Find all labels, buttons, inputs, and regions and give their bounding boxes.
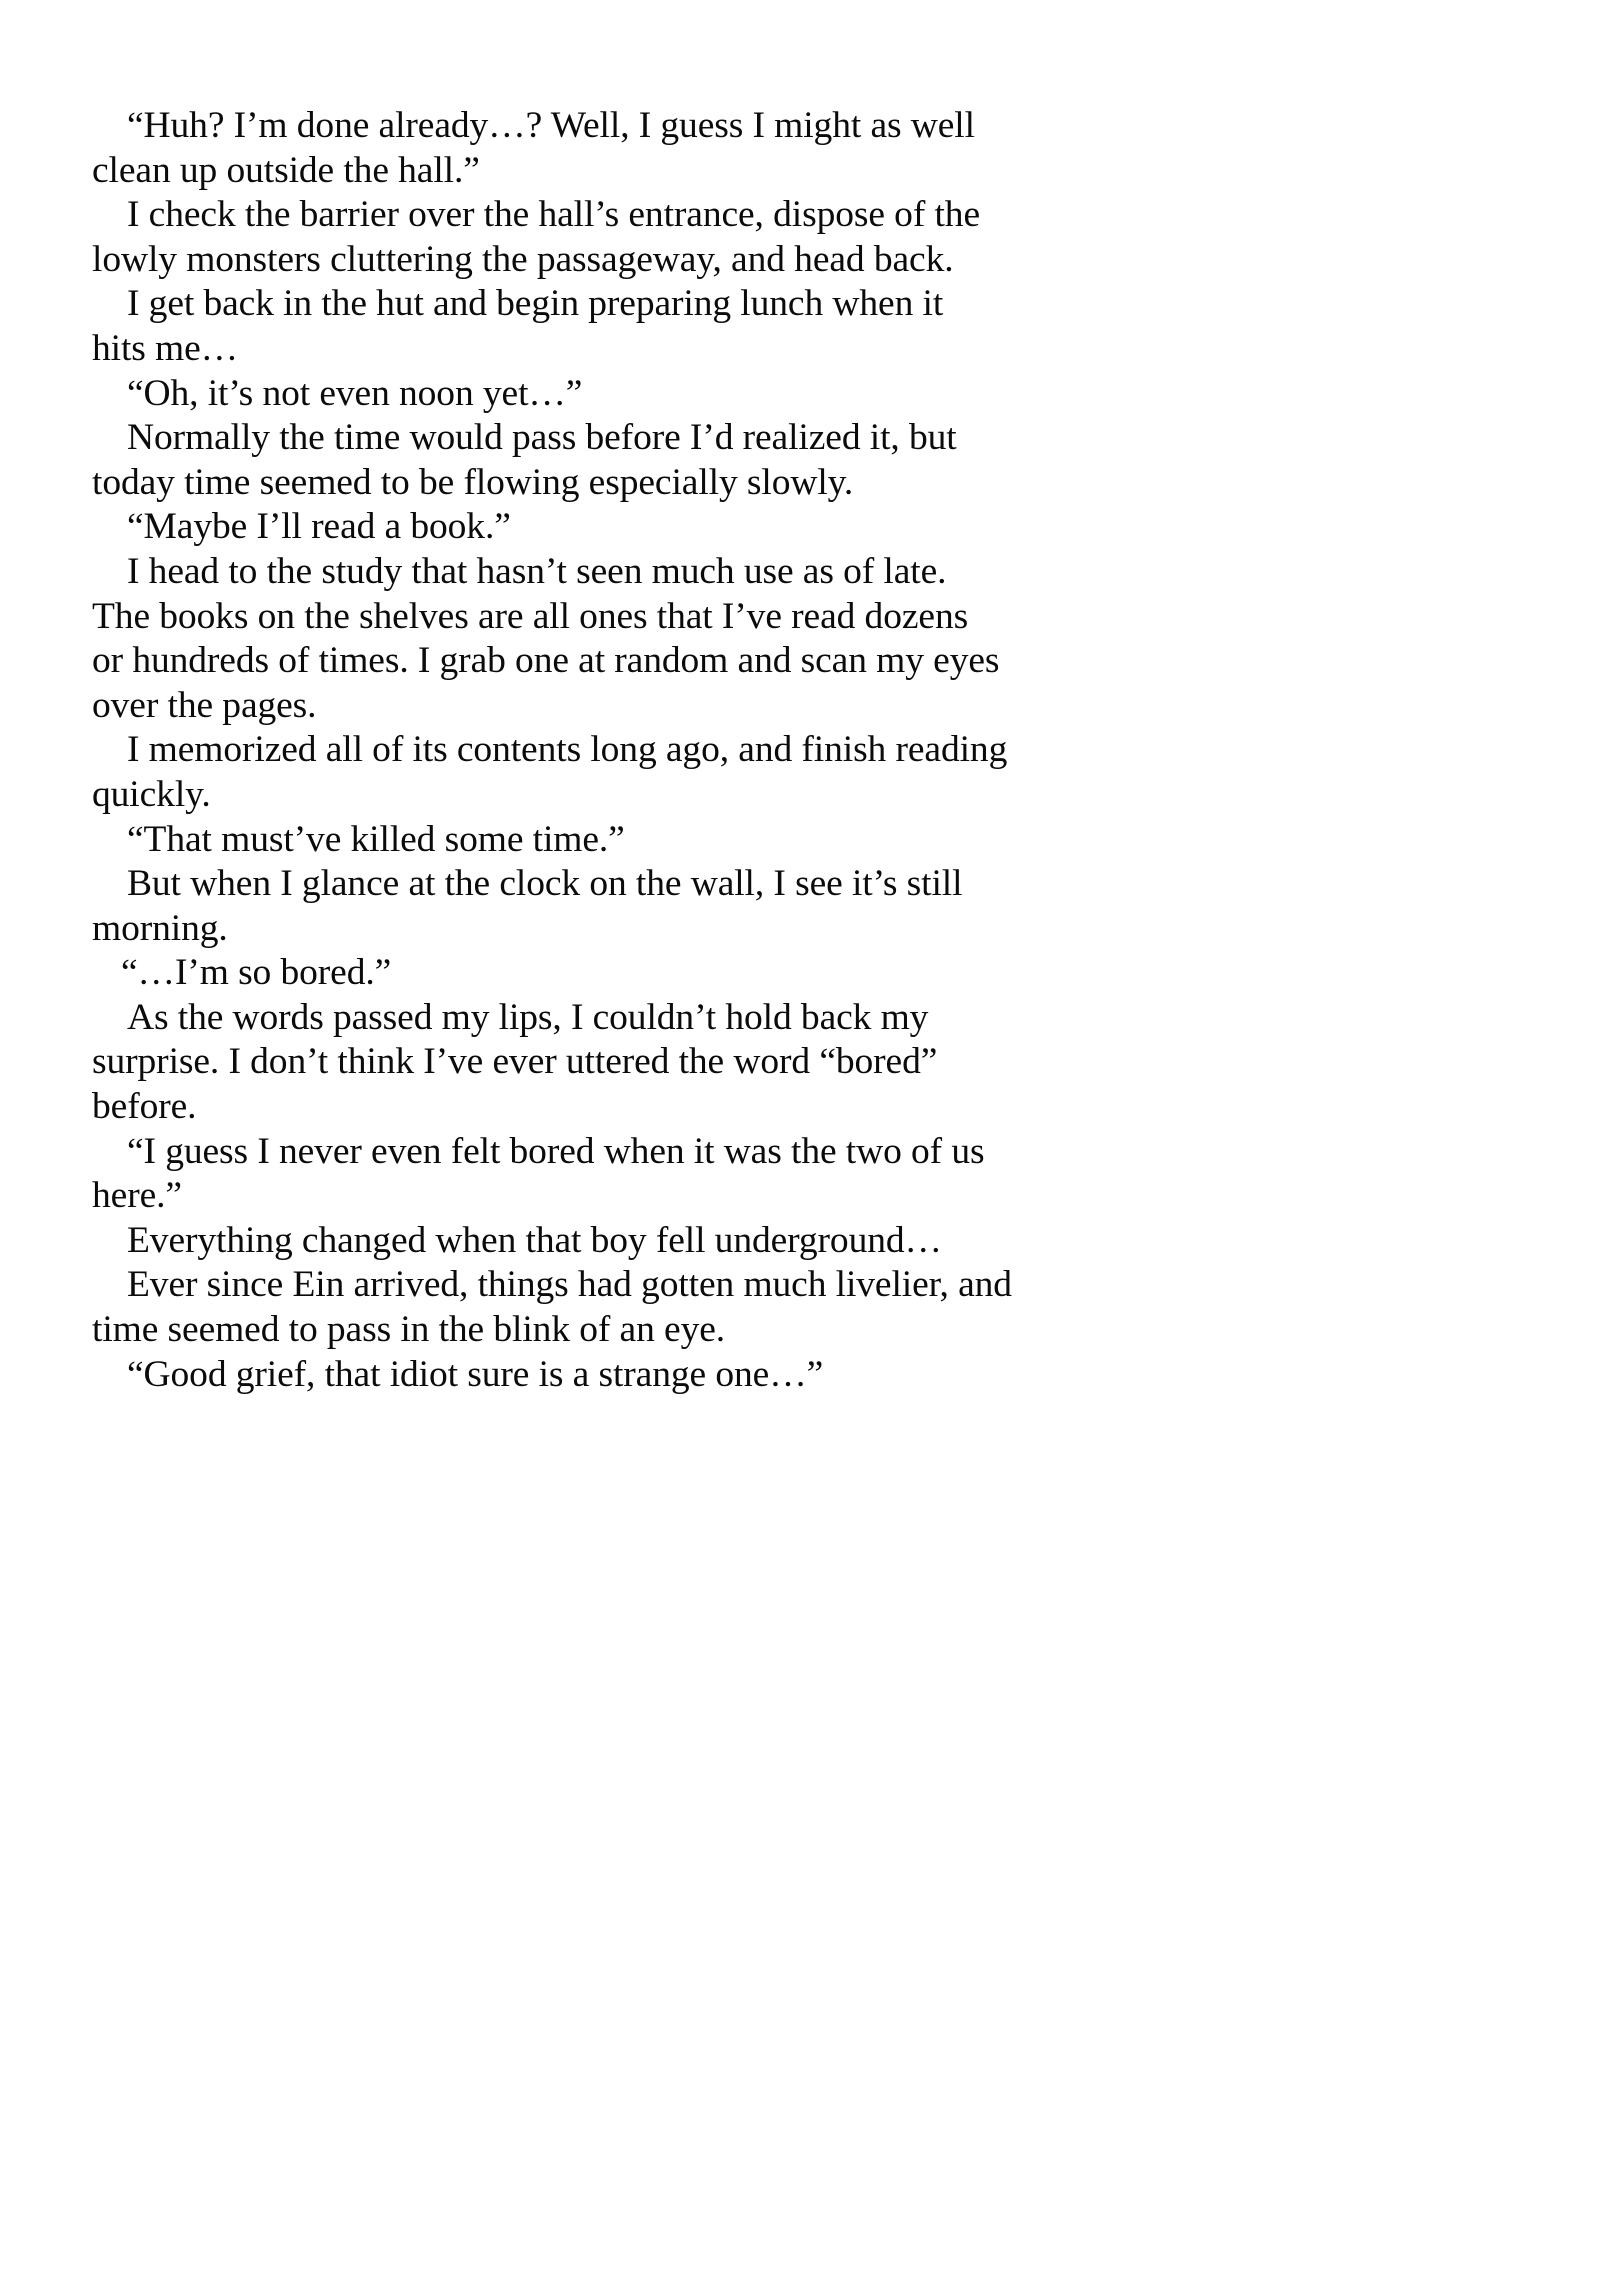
text-line: I memorized all of its contents long ago, and finish reading xyxy=(127,729,1008,771)
text-line: I check the barrier over the hall’s entrance, dispose of the xyxy=(127,194,981,236)
text-line: over the pages. xyxy=(92,684,317,726)
text-line: Everything changed when that boy fell underground… xyxy=(127,1219,942,1261)
text-line: “Maybe I’ll read a book.” xyxy=(127,506,511,548)
paragraph xyxy=(92,282,1004,371)
paragraph xyxy=(92,951,1004,996)
paragraph xyxy=(92,193,1004,282)
text-line: today time seemed to be flowing especially slowly. xyxy=(92,461,854,503)
paragraph xyxy=(92,1353,1004,1398)
text-line: time seemed to pass in the blink of an eye. xyxy=(92,1309,726,1351)
paragraph xyxy=(92,818,1004,863)
paragraph xyxy=(92,372,1004,417)
text-line: “Huh? I’m done already…? Well, I guess I might as well xyxy=(127,105,975,146)
paragraph xyxy=(92,1130,1004,1219)
body-text-column xyxy=(92,104,1012,1397)
paragraph xyxy=(92,550,1004,728)
text-line: surprise. I don’t think I’ve ever uttered the word “bored” xyxy=(92,1041,938,1083)
text-line: morning. xyxy=(92,907,228,949)
paragraph xyxy=(92,505,1004,550)
text-line: or hundreds of times. I grab one at random and scan my eyes xyxy=(92,640,1000,682)
paragraph xyxy=(92,1219,1004,1264)
text-line: lowly monsters cluttering the passageway, and head back. xyxy=(92,238,954,280)
text-line: As the words passed my lips, I couldn’t hold back my xyxy=(127,996,929,1038)
paragraph xyxy=(92,862,1004,951)
text-line: here.” xyxy=(92,1175,182,1217)
paragraph xyxy=(92,104,1004,193)
text-line: But when I glance at the clock on the wall, I see it’s still xyxy=(127,863,963,905)
text-line: I get back in the hut and begin preparing lunch when it xyxy=(127,283,944,325)
text-line: “Oh, it’s not even noon yet…” xyxy=(127,372,583,414)
text-line: The books on the shelves are all ones that I’ve read dozens xyxy=(92,595,969,637)
text-line: Ever since Ein arrived, things had gotten much livelier, and xyxy=(127,1264,1012,1306)
paragraph xyxy=(92,996,1004,1130)
paragraph xyxy=(92,416,1004,505)
text-line: I head to the study that hasn’t seen much use as of late. xyxy=(127,550,947,592)
text-line: “…I’m so bored.” xyxy=(121,952,392,994)
text-line: hits me… xyxy=(92,327,239,369)
text-line: Normally the time would pass before I’d realized it, but xyxy=(127,417,957,459)
text-line: “That must’ve killed some time.” xyxy=(127,818,625,860)
paragraph xyxy=(92,1263,1012,1352)
text-line: before. xyxy=(92,1086,197,1128)
text-line: clean up outside the hall.” xyxy=(92,149,480,191)
text-line: “I guess I never even felt bored when it was the two of us xyxy=(127,1130,985,1172)
text-line: quickly. xyxy=(92,773,211,815)
text-line: “Good grief, that idiot sure is a strange one…” xyxy=(127,1353,824,1395)
paragraph xyxy=(92,728,1008,817)
